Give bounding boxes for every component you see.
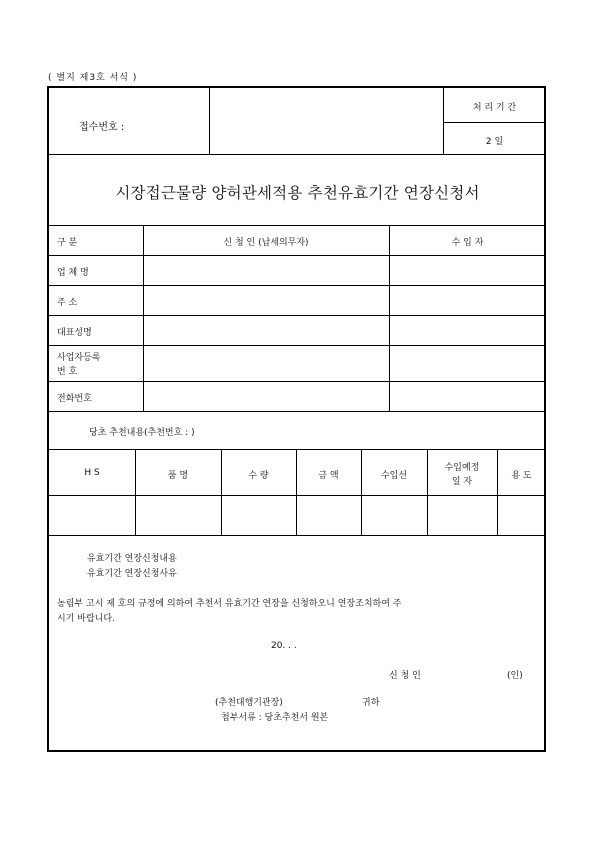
grid-col-1 <box>143 225 144 411</box>
grid-row-line <box>49 285 546 286</box>
grid-row-line <box>49 381 546 382</box>
processing-period-label: 처 리 기 간 <box>472 103 517 113</box>
importer-header: 수 입 자 <box>451 238 484 248</box>
applicant-representative-field[interactable] <box>145 317 387 344</box>
row-label-company: 업 체 명 <box>57 268 89 278</box>
grid-row-line <box>49 255 546 256</box>
quantity-cell[interactable] <box>223 497 295 534</box>
statement-line-1: 농림부 고시 제 호의 규정에 의하여 추천서 유효기간 연장을 신청하오니 연장조치하여 주 <box>57 599 402 609</box>
form-title: 시장접근물량 양허관세적용 추천유효기간 연장신청서 <box>115 184 480 202</box>
import-date-header-1: 수입예정 <box>444 463 480 473</box>
amount-cell[interactable] <box>298 497 360 534</box>
extension-content-label: 유효기간 연장신청내용 <box>87 554 177 564</box>
import-date-header-2: 일 자 <box>451 477 473 487</box>
item-col-line <box>296 449 297 535</box>
usage-cell[interactable] <box>499 497 544 534</box>
row-label-business-reg: 사업자등록 <box>57 353 101 363</box>
recipient-honorific: 귀하 <box>362 698 380 708</box>
row-label-address: 주 소 <box>57 298 78 308</box>
importer-address-field[interactable] <box>391 287 544 314</box>
applicant-company-field[interactable] <box>145 257 387 284</box>
agency-name: (추천대행기관장) <box>215 698 283 708</box>
importer-business-reg-field[interactable] <box>391 347 544 380</box>
row-label-representative: 대표성명 <box>57 328 92 338</box>
quantity-header: 수 량 <box>248 471 269 481</box>
processing-period-value: 2 일 <box>485 137 504 147</box>
importer-representative-field[interactable] <box>391 317 544 344</box>
period-row-divider <box>443 122 546 123</box>
title-top-rule <box>49 154 546 155</box>
origin-cell[interactable] <box>363 497 426 534</box>
statement-line-2: 시기 바랍니다. <box>57 614 115 624</box>
grid-row-line <box>49 315 546 316</box>
hs-header: H S <box>84 468 100 478</box>
grid-row-line <box>49 345 546 346</box>
form-number-label: ( 별지 제3호 서식 ) <box>48 73 138 83</box>
item-col-line <box>361 449 362 535</box>
form-frame <box>47 86 546 752</box>
row-label-phone: 전화번호 <box>57 394 92 404</box>
application-date[interactable]: 20. . . <box>271 641 297 651</box>
title-bottom-rule <box>49 225 546 226</box>
import-date-cell[interactable] <box>429 497 496 534</box>
applicant-address-field[interactable] <box>145 287 387 314</box>
item-col-line <box>221 449 222 535</box>
receipt-number-field[interactable]: 접수번호 : <box>79 122 125 133</box>
item-col-line <box>497 449 498 535</box>
item-name-cell[interactable] <box>137 497 220 534</box>
attachment-note: 첨부서류 : 당초추천서 원본 <box>221 713 329 723</box>
seal-mark: (인) <box>507 671 523 681</box>
grid-row-line <box>49 411 546 412</box>
original-recommendation-label: 당초 추천내용(추천번호 : ) <box>89 428 195 438</box>
receipt-divider <box>209 88 210 154</box>
item-col-line <box>135 449 136 535</box>
item-name-header: 품 명 <box>167 471 189 481</box>
importer-company-field[interactable] <box>391 257 544 284</box>
hs-cell[interactable] <box>51 497 134 534</box>
row-label-number: 번 호 <box>57 367 78 377</box>
applicant-phone-field[interactable] <box>145 383 387 410</box>
usage-header: 용 도 <box>511 471 532 481</box>
applicant-signature-label: 신 청 인 <box>389 671 421 681</box>
items-top-rule <box>49 449 546 450</box>
amount-header: 금 액 <box>318 471 339 481</box>
applicant-business-reg-field[interactable] <box>145 347 387 380</box>
item-header-rule <box>49 495 546 496</box>
grid-col-2 <box>389 225 390 411</box>
extension-reason-label: 유효기간 연장신청사유 <box>87 569 177 579</box>
applicant-header: 신 청 인 (납세의무자) <box>223 238 309 248</box>
importer-phone-field[interactable] <box>391 383 544 410</box>
category-header: 구 분 <box>57 238 78 248</box>
item-bottom-rule <box>49 535 546 536</box>
origin-header: 수입선 <box>380 471 408 481</box>
